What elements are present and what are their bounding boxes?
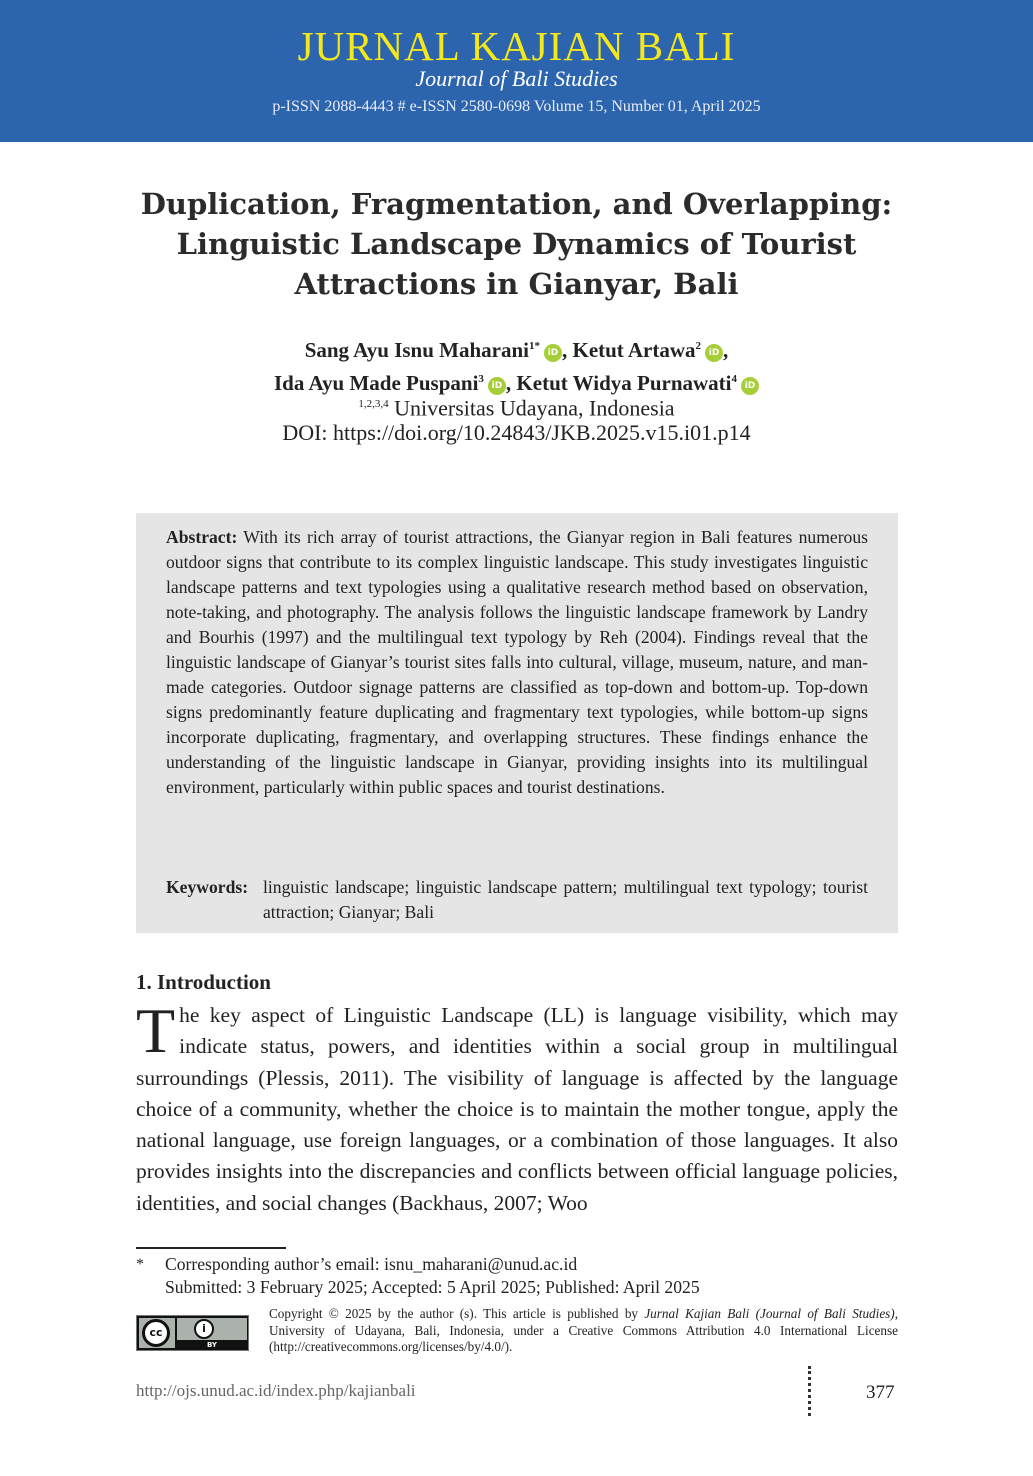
orcid-icon[interactable]: iD: [544, 344, 562, 362]
creative-commons-icon: cc: [142, 1319, 170, 1347]
footer-url[interactable]: http://ojs.unud.ac.id/index.php/kajianbali: [136, 1381, 416, 1400]
paper-title-line: Attractions in Gianyar, Bali: [294, 267, 739, 301]
author-separator: ,: [561, 338, 568, 362]
keywords: [166, 875, 868, 925]
author-name: Ketut Artawa: [572, 338, 696, 362]
abstract-text: With its rich array of tourist attractions, the Gianyar region in Bali features numerous outdoor signs that contribute to its complex linguistic landscape. This study investigates linguistic landscape patterns and text typologies using a qualitative research method based on observation, note-taking, and photography. The analysis follows the linguistic landscape framework by Landry and Bourhis (1997) and the multilingual text typology by Reh (2004). Findings reveal that the linguistic landscape of Gianyar’s tourist sites falls into cultural, village, museum, nature, and man-made categories. Outdoor signage patterns are classified as top-down and bottom-up. Top-down signs predominantly feature duplicating and fragmentary text typologies, while bottom-up signs incorporate duplicating, fragmentary, and overlapping structures. These findings enhance the understanding of the linguistic landscape in Gianyar, providing insights into its multilingual environment, particularly within public spaces and tourist destinations.: [166, 527, 868, 797]
cc-by-license-badge[interactable]: [136, 1315, 249, 1351]
corresponding-author-email: Corresponding author’s email: isnu_maharani@unud.ac.id: [165, 1254, 578, 1274]
footer-divider: [808, 1366, 811, 1416]
author-list: [100, 332, 933, 398]
submission-dates: Submitted: 3 February 2025; Accepted: 5 April 2025; Published: April 2025: [165, 1277, 700, 1297]
journal-subtitle: Journal of Bali Studies: [415, 66, 618, 91]
keywords-text: linguistic landscape; linguistic landscape pattern; multilingual text typology; tourist attraction; Gianyar; Bali: [263, 877, 868, 922]
issn-line: p-ISSN 2088-4443 # e-ISSN 2580-0698 Volume 15, Number 01, April 2025: [272, 98, 761, 115]
paper-title-line: Duplication, Fragmentation, and Overlapping:: [140, 187, 893, 221]
orcid-icon[interactable]: iD: [705, 344, 723, 362]
introduction-text: he key aspect of Linguistic Landscape (LL) is language visibility, which may indicate status, powers, and identities within a social group in multilingual surroundings (Plessis, 2011). The visibility of language is affected by the language choice of a community, whether the choice is to maintain the mother tongue, apply the national language, use foreign languages, or a combination of those languages. It also provides insights into the discrepancies and conflicts between official language policies, identities, and social changes (Backhaus, 2007; Woo: [136, 1003, 898, 1215]
author: [572, 338, 701, 362]
journal-title: JURNAL KAJIAN BALI: [297, 23, 736, 69]
author-affiliation-mark: 4: [731, 373, 737, 385]
author-separator: ,: [505, 371, 512, 395]
author-line: [100, 332, 933, 365]
doi-link[interactable]: DOI: https://doi.org/10.24843/JKB.2025.v15.i01.p14: [282, 420, 751, 445]
orcid-icon[interactable]: iD: [488, 377, 506, 395]
orcid-icon[interactable]: iD: [741, 377, 759, 395]
footnote-marker: *: [136, 1256, 144, 1273]
author-name: Ida Ayu Made Puspani: [274, 371, 479, 395]
page-number: 377: [866, 1382, 895, 1403]
author-affiliation-mark: 1*: [528, 340, 540, 352]
copyright-suffix: , University of Udayana, Bali, Indonesia, under a Creative Commons Attribution 4.0 International License (http://creativecommons.org/licenses/by/4.0/).: [269, 1306, 898, 1354]
author-separator: ,: [723, 338, 729, 362]
attribution-person-icon: i: [194, 1319, 214, 1339]
author: [305, 338, 540, 362]
copyright-journal: Jurnal Kajian Bali (Journal of Bali Studies): [644, 1306, 895, 1321]
introduction-paragraph: [136, 995, 898, 1219]
author-affiliation-mark: 3: [478, 373, 484, 385]
footnote-rule: [136, 1247, 286, 1249]
author-name: Sang Ayu Isnu Maharani: [304, 338, 529, 362]
paper-title-line: Linguistic Landscape Dynamics of Tourist: [176, 227, 857, 261]
drop-cap: T: [136, 995, 176, 1066]
abstract-label: Abstract:: [166, 527, 238, 547]
affiliation-marks: 1,2,3,4: [358, 398, 389, 410]
author-affiliation-mark: 2: [695, 340, 702, 352]
by-label: BY: [206, 1341, 218, 1349]
keywords-label: Keywords:: [166, 877, 249, 897]
affiliation: [100, 390, 933, 422]
abstract: [166, 525, 868, 800]
section-heading: 1. Introduction: [136, 970, 271, 994]
copyright-prefix: Copyright © 2025 by the author (s). This article is published by: [269, 1306, 645, 1321]
copyright-notice: [269, 1306, 898, 1356]
paper-title: [120, 184, 913, 304]
author-name: Ketut Widya Purnawati: [516, 371, 732, 395]
affiliation-text: Universitas Udayana, Indonesia: [388, 395, 675, 421]
journal-header: [0, 0, 1033, 142]
abstract-box: [136, 513, 898, 933]
